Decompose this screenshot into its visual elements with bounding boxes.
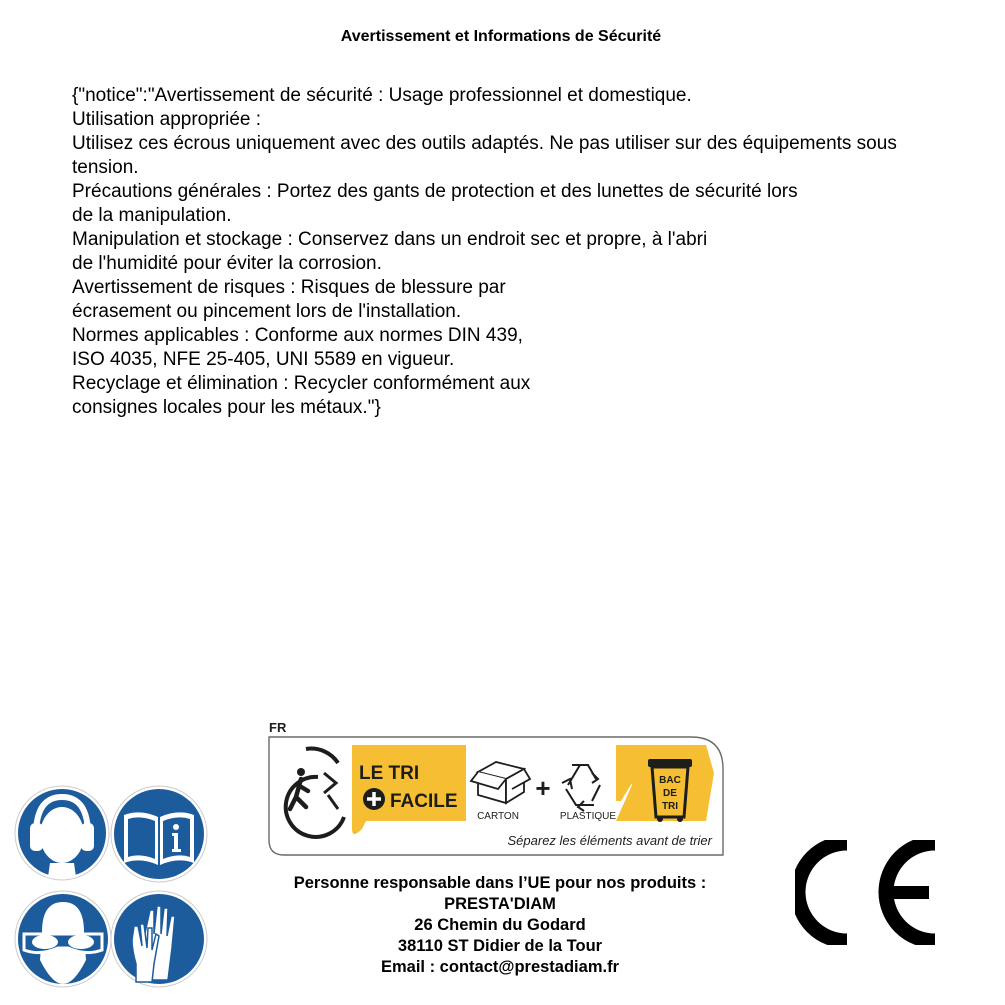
notice-line: Normes applicables : Conforme aux normes DIN 439, [72, 325, 523, 346]
carton-label: CARTON [477, 811, 519, 822]
responsible-heading: Personne responsable dans l’UE pour nos produits : [293, 874, 707, 892]
street-address: 26 Chemin du Godard [414, 916, 586, 934]
country-code: FR [269, 720, 287, 735]
company-name: PRESTA'DIAM [444, 895, 556, 913]
notice-line: Utilisez ces écrous uniquement avec des outils adaptés. Ne pas utiliser sur des équipements sous [72, 133, 897, 154]
notice-line: de l'humidité pour éviter la corrosion. [72, 253, 382, 274]
notice-line: de la manipulation. [72, 205, 232, 226]
notice-line: consignes locales pour les métaux."} [72, 397, 381, 418]
triman-footer: Séparez les éléments avant de trier [507, 833, 712, 848]
facile-text: FACILE [390, 791, 458, 812]
notice-line: ISO 4035, NFE 25-405, UNI 5589 en vigueur. [72, 349, 455, 370]
bin-text-1: BAC [659, 775, 681, 786]
safety-goggles-icon [14, 890, 112, 988]
notice-line: Utilisation appropriée : [72, 109, 262, 130]
notice-line: tension. [72, 157, 139, 178]
protective-gloves-icon [110, 890, 208, 988]
plastique-label: PLASTIQUE [559, 811, 617, 822]
bin-text-2: DE [663, 788, 677, 799]
safety-notice [72, 84, 972, 420]
notice-line: {"notice":"Avertissement de sécurité : Usage professionnel et domestique. [72, 85, 692, 106]
document-title: Avertissement et Informations de Sécurité [340, 28, 662, 45]
ear-protection-icon [14, 785, 110, 881]
responsible-person [250, 873, 750, 978]
plus-sign: + [535, 773, 551, 803]
notice-line: écrasement ou pincement lors de l'installation. [72, 301, 462, 322]
city-address: 38110 ST Didier de la Tour [397, 937, 603, 955]
bin-text-3: TRI [661, 801, 679, 812]
read-manual-icon [110, 785, 208, 883]
notice-line: Recyclage et élimination : Recycler conformément aux [72, 373, 531, 394]
notice-line: Manipulation et stockage : Conservez dans un endroit sec et propre, à l'abri [72, 229, 708, 250]
email-address: Email : contact@prestadiam.fr [381, 958, 619, 976]
le-tri-text: LE TRI [359, 763, 420, 784]
triman-recycling-label [266, 717, 726, 862]
ce-mark-icon [795, 840, 940, 945]
notice-line: Avertissement de risques : Risques de blessure par [72, 277, 506, 298]
notice-line: Précautions générales : Portez des gants de protection et des lunettes de sécurité lors [72, 181, 798, 202]
